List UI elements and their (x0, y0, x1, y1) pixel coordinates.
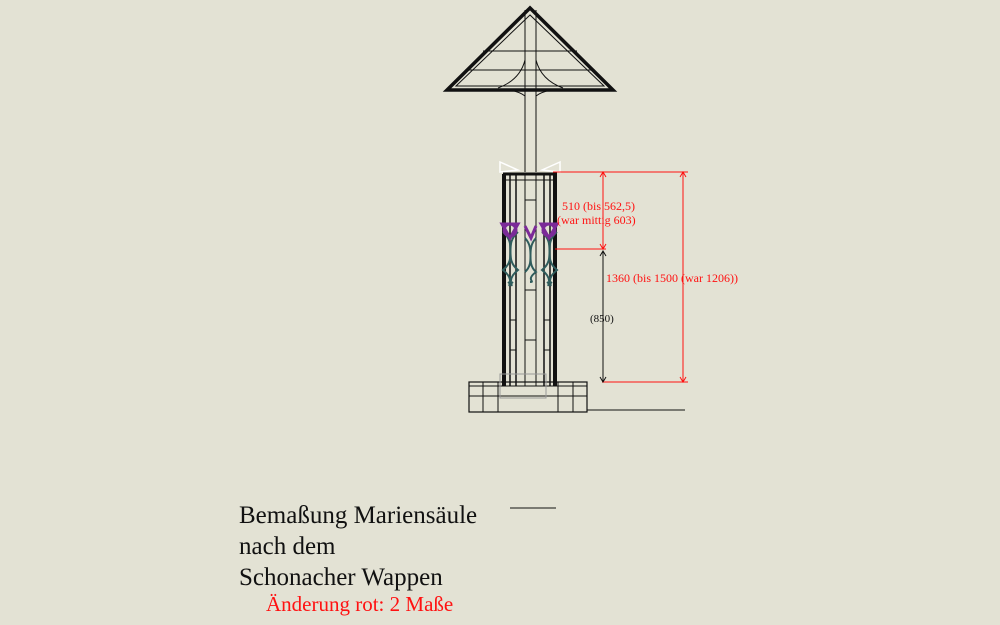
caption (239, 500, 477, 615)
dim-label-lower: (850) (590, 313, 614, 325)
caption-line-2: nach dem (239, 533, 336, 560)
column-base (469, 374, 685, 412)
caption-line-1: Bemaßung Mariensäule (239, 502, 478, 529)
dim-label-upper-note: (war mittig 603) (557, 213, 636, 227)
roof (447, 8, 613, 90)
top-brackets (500, 162, 560, 172)
dim-label-upper: 510 (bis 562,5) (562, 199, 635, 213)
caption-line-3: Schonacher Wappen (239, 564, 443, 591)
caption-change-note: Änderung rot: 2 Maße (266, 592, 454, 616)
dim-label-total: 1360 (bis 1500 (war 1206)) (606, 271, 738, 285)
